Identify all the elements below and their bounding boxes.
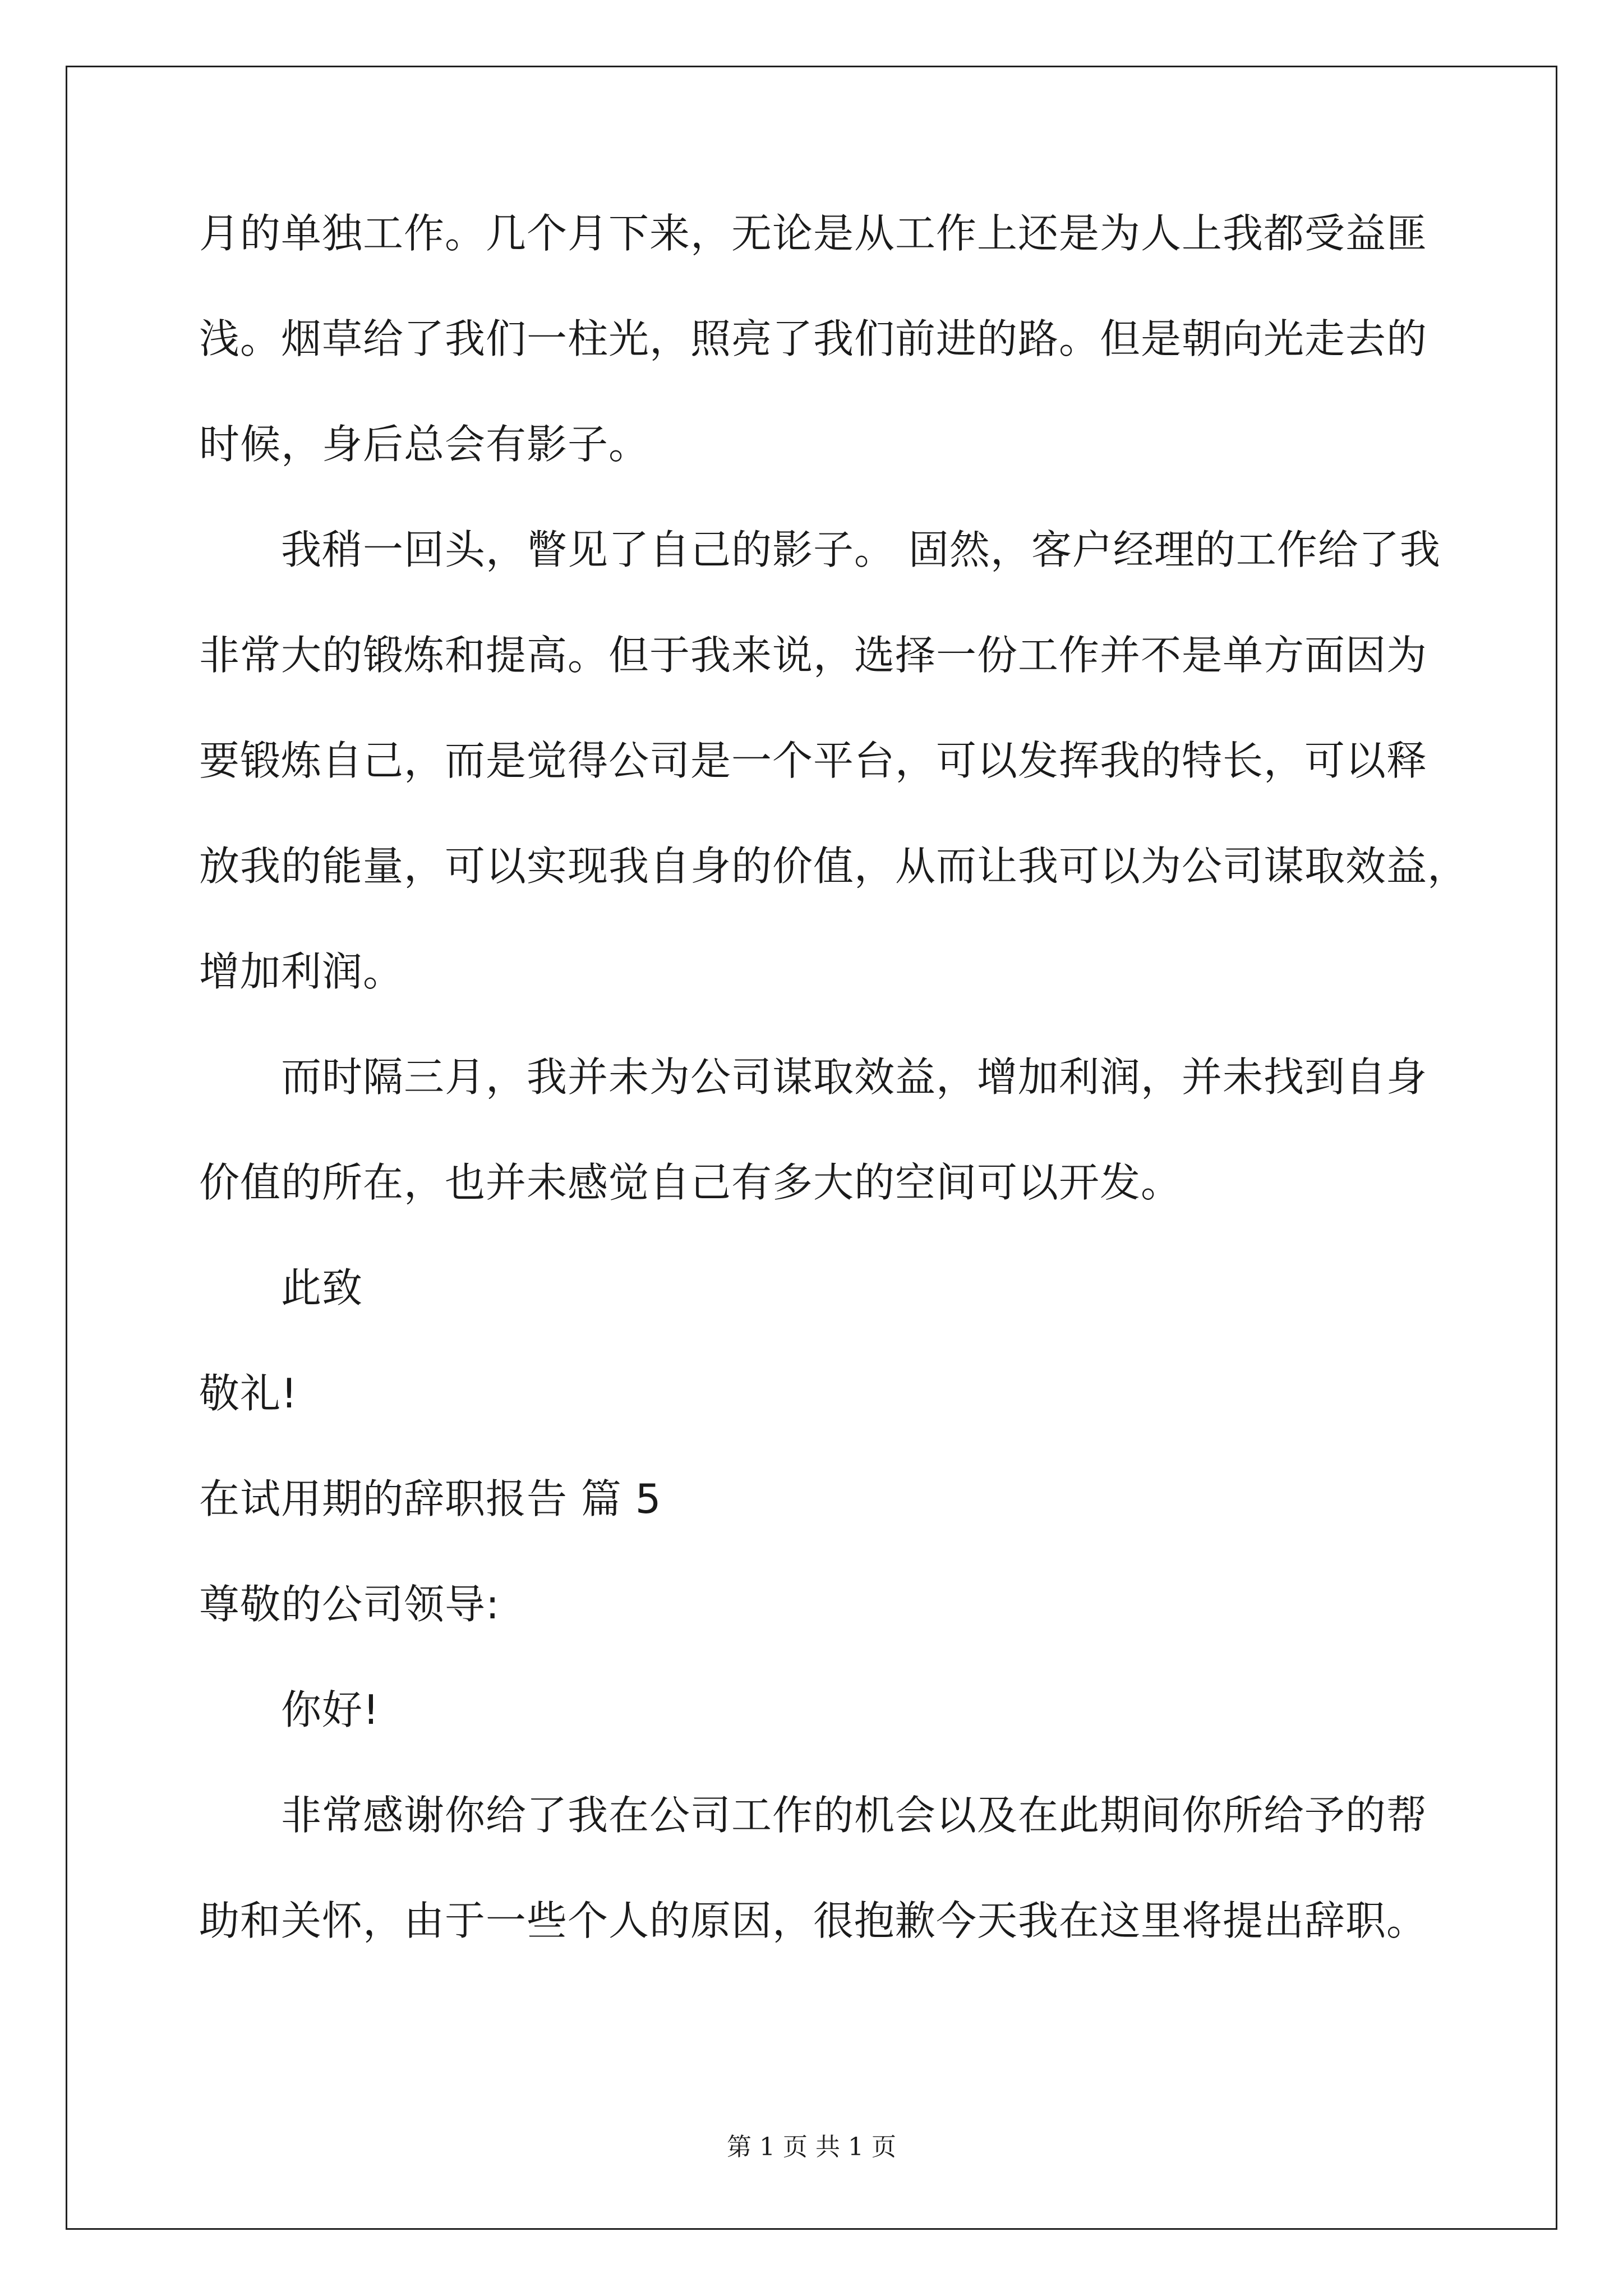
body-line: 放我的能量，可以实现我自身的价值，从而让我可以为公司谋取效益， bbox=[199, 843, 1469, 890]
letter-addressee: 尊敬的公司领导: bbox=[199, 1581, 500, 1628]
body-line: 要锻炼自己，而是觉得公司是一个平台，可以发挥我的特长，可以释 bbox=[199, 737, 1428, 784]
closing-salutation: 此致 bbox=[281, 1264, 363, 1312]
paragraph-start-line: 而时隔三月，我并未为公司谋取效益，增加利润，并未找到自身 bbox=[281, 1053, 1428, 1101]
paragraph-start-line: 非常感谢你给了我在公司工作的机会以及在此期间你所给予的帮 bbox=[281, 1792, 1428, 1839]
closing-regards: 敬礼! bbox=[199, 1370, 298, 1417]
body-line: 时候，身后总会有影子。 bbox=[199, 421, 650, 468]
body-line: 月的单独工作。几个月下来，无论是从工作上还是为人上我都受益匪 bbox=[199, 210, 1428, 257]
body-line: 助和关怀，由于一些个人的原因，很抱歉今天我在这里将提出辞职。 bbox=[199, 1897, 1428, 1944]
page-number: 第 1 页 共 1 页 bbox=[727, 2133, 896, 2161]
letter-greeting: 你好! bbox=[281, 1686, 380, 1733]
paragraph-start-line: 我稍一回头，瞥见了自己的影子。 固然，客户经理的工作给了我 bbox=[281, 526, 1441, 573]
body-line: 非常大的锻炼和提高。但于我来说，选择一份工作并不是单方面因为 bbox=[199, 632, 1428, 679]
section-heading: 在试用期的辞职报告 篇 5 bbox=[199, 1475, 662, 1522]
body-line: 价值的所在，也并未感觉自己有多大的空间可以开发。 bbox=[199, 1159, 1182, 1206]
body-line: 增加利润。 bbox=[199, 948, 404, 995]
body-line: 浅。烟草给了我们一柱光，照亮了我们前进的路。但是朝向光走去的 bbox=[199, 315, 1428, 362]
